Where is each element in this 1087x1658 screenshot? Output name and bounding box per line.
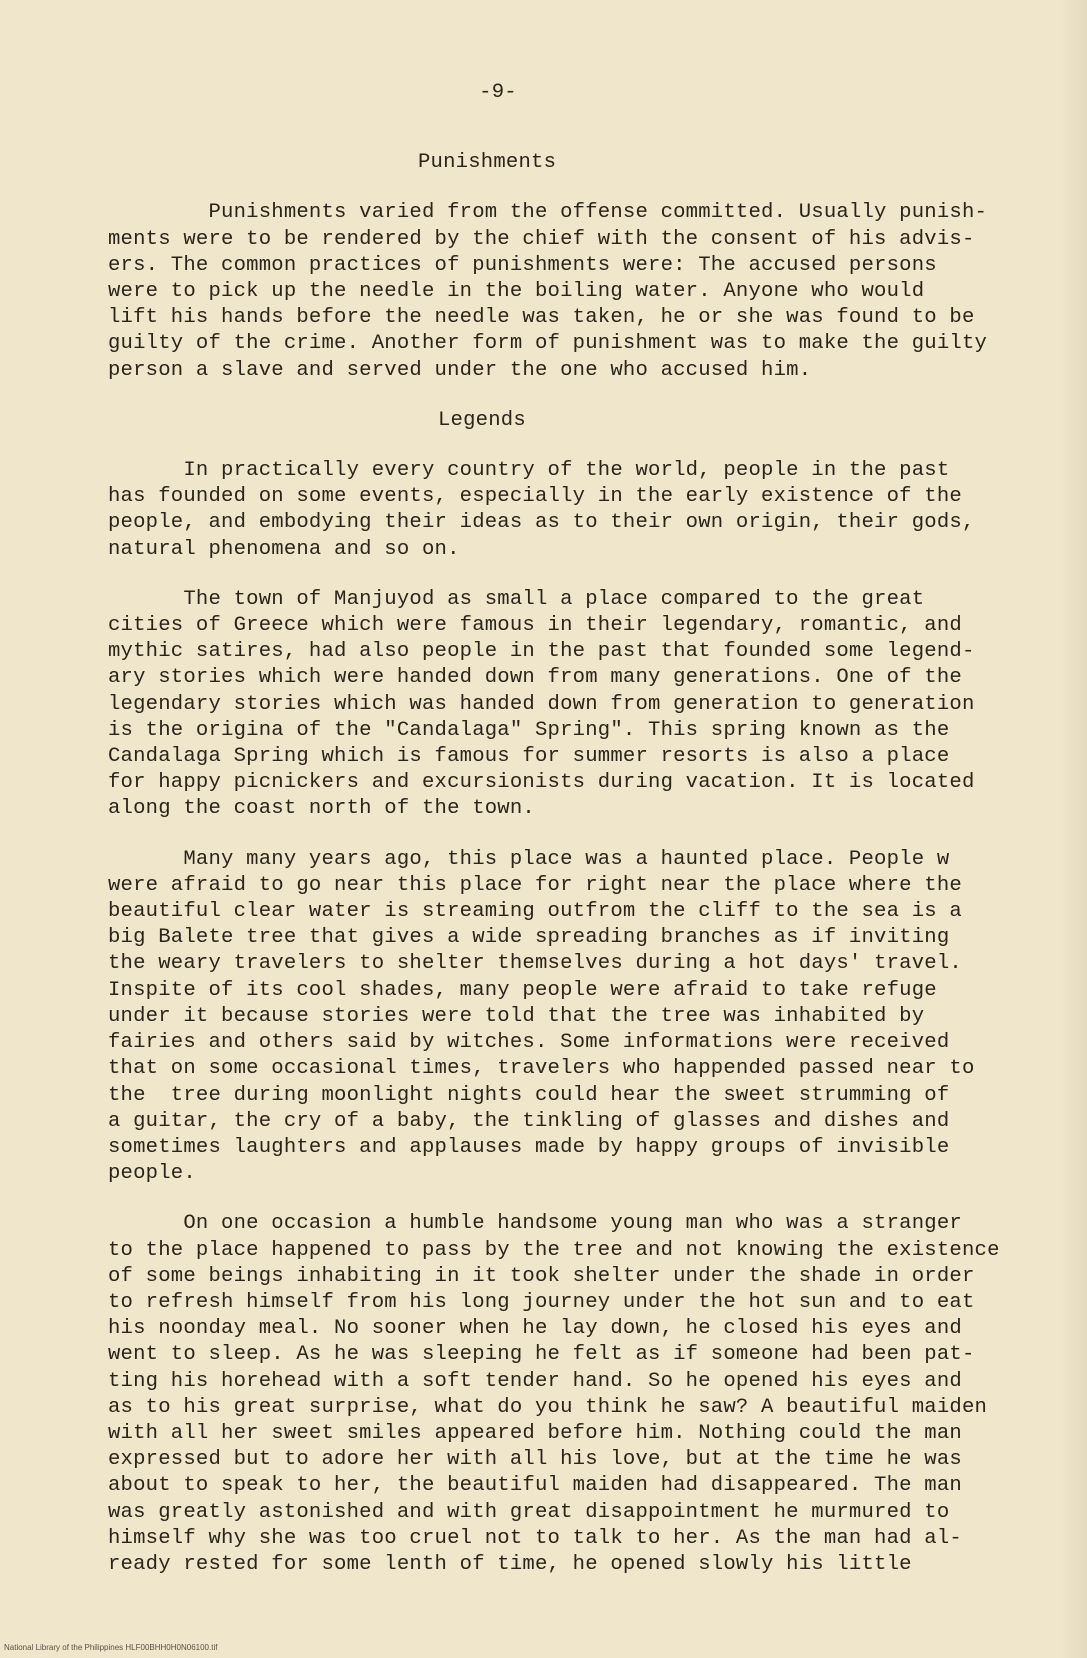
- text-line: of some beings inhabiting in it took shelter under the shade in order: [108, 1264, 975, 1288]
- section-title-punishments: Punishments: [418, 151, 557, 175]
- text-line: natural phenomena and so on.: [108, 537, 460, 561]
- text-line: beautiful clear water is streaming outfrom the cliff to the sea is a: [108, 900, 962, 924]
- text-line: Inspite of its cool shades, many people were afraid to take refuge: [108, 978, 937, 1002]
- page-edge-shadow: [1059, 0, 1087, 1658]
- text-line: under it because stories were told that the tree was inhabited by: [108, 1004, 925, 1028]
- text-line: people.: [108, 1162, 196, 1186]
- text-line: were afraid to go near this place for right near the place where the: [108, 873, 962, 897]
- text-line: The town of Manjuyod as small a place compared to the great: [108, 587, 925, 611]
- paragraph-legends-3: [108, 847, 1028, 1188]
- text-line: ting his horehead with a soft tender hand. So he opened his eyes and: [108, 1369, 962, 1393]
- text-line: lift his hands before the needle was taken, he or she was found to be: [108, 306, 975, 330]
- text-line: cities of Greece which were famous in their legendary, romantic, and: [108, 614, 962, 638]
- text-line: guilty of the crime. Another form of punishment was to make the guilty: [108, 332, 988, 356]
- text-line: ary stories which were handed down from many generations. One of the: [108, 666, 962, 690]
- text-line: Many many years ago, this place was a haunted place. People w: [108, 847, 950, 871]
- text-line: mythic satires, had also people in the past that founded some legend-: [108, 640, 975, 664]
- text-line: legendary stories which was handed down from generation to generation: [108, 692, 975, 716]
- text-line: fairies and others said by witches. Some informations were received: [108, 1031, 950, 1055]
- text-line: the tree during moonlight nights could hear the sweet strumming of: [108, 1083, 950, 1107]
- text-line: went to sleep. As he was sleeping he felt as if someone had been pat-: [108, 1343, 975, 1367]
- text-line: big Balete tree that gives a wide spreading branches as if inviting: [108, 926, 950, 950]
- text-line: is the origina of the "Candalaga" Spring". This spring known as the: [108, 718, 950, 742]
- text-line: a guitar, the cry of a baby, the tinkling of glasses and dishes and: [108, 1109, 950, 1133]
- text-line: along the coast north of the town.: [108, 797, 535, 821]
- paragraph-legends-2: [108, 587, 1028, 823]
- text-line: about to speak to her, the beautiful maiden had disappeared. The man: [108, 1474, 962, 1498]
- text-line: himself why she was too cruel not to talk to her. As the man had al-: [108, 1526, 962, 1550]
- text-line: Candalaga Spring which is famous for summer resorts is also a place: [108, 745, 950, 769]
- text-line: In practically every country of the world, people in the past: [108, 459, 950, 483]
- text-line: expressed but to adore her with all his love, but at the time he was: [108, 1448, 962, 1472]
- text-line: ready rested for some lenth of time, he opened slowly his little: [108, 1552, 912, 1576]
- text-line: with all her sweet smiles appeared before him. Nothing could the man: [108, 1421, 962, 1445]
- section-title-legends: Legends: [438, 408, 526, 432]
- text-line: people, and embodying their ideas as to their own origin, their gods,: [108, 511, 975, 535]
- text-line: has founded on some events, especially in the early existence of the: [108, 485, 962, 509]
- text-line: to the place happened to pass by the tree and not knowing the existence: [108, 1238, 1000, 1262]
- page-number: -9-: [479, 81, 517, 104]
- text-line: ers. The common practices of punishments were: The accused persons: [108, 253, 937, 277]
- paragraph-legends-1: [108, 458, 1028, 563]
- text-line: person a slave and served under the one who accused him.: [108, 358, 812, 382]
- text-line: On one occasion a humble handsome young man who was a stranger: [108, 1212, 962, 1236]
- text-line: to refresh himself from his long journey under the hot sun and to eat: [108, 1290, 975, 1314]
- text-line: sometimes laughters and applauses made by happy groups of invisible: [108, 1135, 950, 1159]
- paragraph-legends-4: [108, 1211, 1028, 1578]
- text-line: ments were to be rendered by the chief with the consent of his advis-: [108, 227, 975, 251]
- text-line: Punishments varied from the offense committed. Usually punish-: [108, 201, 988, 225]
- text-line: as to his great surprise, what do you think he saw? A beautiful maiden: [108, 1395, 988, 1419]
- text-line: his noonday meal. No sooner when he lay down, he closed his eyes and: [108, 1317, 962, 1341]
- paragraph-punishments-1: [108, 200, 1028, 383]
- text-line: the weary travelers to shelter themselves during a hot days' travel.: [108, 952, 962, 976]
- page-content: [108, 80, 1028, 1578]
- text-line: that on some occasional times, travelers who happended passed near to: [108, 1057, 975, 1081]
- text-line: was greatly astonished and with great disappointment he murmured to: [108, 1500, 950, 1524]
- text-line: were to pick up the needle in the boiling water. Anyone who would: [108, 280, 925, 304]
- text-line: for happy picnickers and excursionists during vacation. It is located: [108, 771, 975, 795]
- footer-caption: National Library of the Philippines HLF00BHH0H0N06100.tif: [4, 1643, 218, 1652]
